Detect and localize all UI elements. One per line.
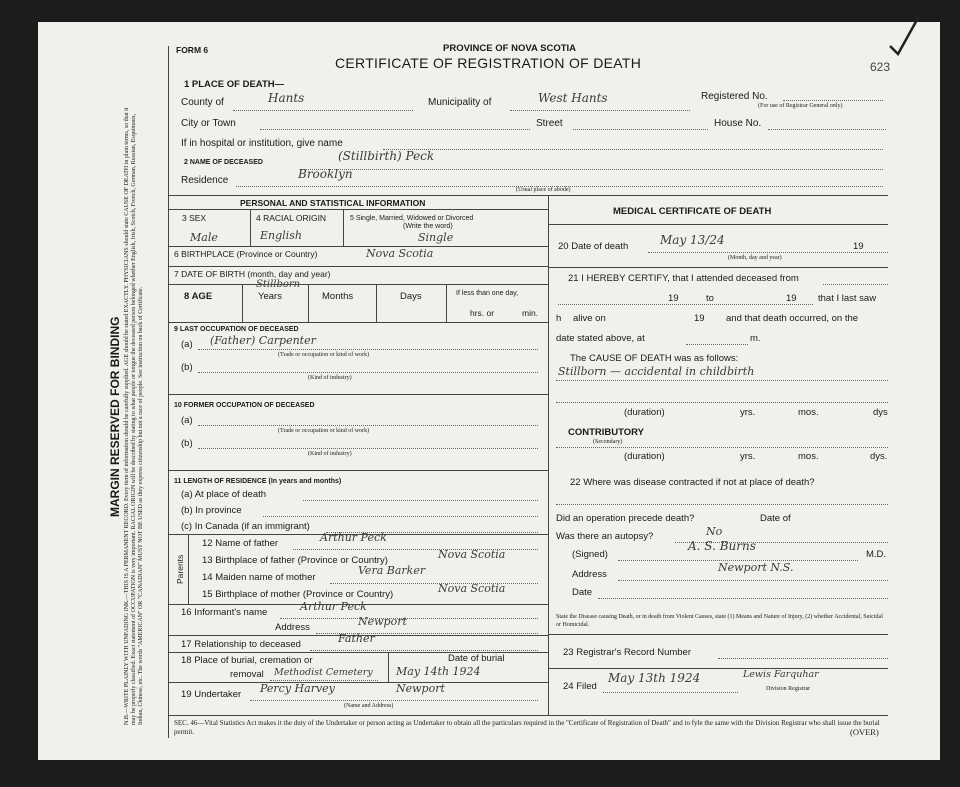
md-label: M.D. <box>866 549 887 560</box>
yrs-label-2: yrs. <box>740 451 756 462</box>
father-birthplace-label: 13 Birthplace of father (Province or Country) <box>202 555 388 566</box>
residence-note: (Usual place of abode) <box>516 187 571 193</box>
certificate-date-label: Date <box>572 587 593 598</box>
birthplace-value: Nova Scotia <box>366 247 434 260</box>
mother-maiden-name-value: Vera Barker <box>358 564 426 577</box>
filed-date-value: May 13th 1924 <box>608 671 701 685</box>
burial-place-value: Methodist Cemetery <box>274 667 373 678</box>
registrar-signature: Lewis Farquhar <box>743 669 819 680</box>
contributory-label: CONTRIBUTORY <box>568 427 644 438</box>
residence-value: Brooklyn <box>298 167 353 181</box>
residence-label: Residence <box>181 175 229 186</box>
last-occupation-a-label: (a) <box>181 339 193 350</box>
length-of-residence-label: 11 LENGTH OF RESIDENCE (In years and months) <box>174 478 342 485</box>
sex-label: 3 SEX <box>182 213 207 223</box>
date-of-death-value: May 13/24 <box>660 233 725 247</box>
former-occupation-label: 10 FORMER OCCUPATION OF DECEASED <box>174 402 315 409</box>
burial-date-value: May 14th 1924 <box>396 665 481 678</box>
death-occurred-label: and that death occurred, on the <box>726 313 859 324</box>
secondary-note: (Secondary) <box>593 439 623 445</box>
sex-value: Male <box>190 231 218 244</box>
informant-address-label: Address <box>275 622 310 633</box>
last-occupation-value: (Father) Carpenter <box>210 334 316 347</box>
dys-label-2: dys. <box>870 451 888 462</box>
date-of-birth-label: 7 DATE OF BIRTH (month, day and year) <box>174 269 331 279</box>
m-label: m. <box>750 333 761 344</box>
age-days-label: Days <box>400 291 422 302</box>
operation-label: Did an operation precede death? <box>556 513 695 524</box>
attended-from-year: 19 <box>668 293 679 304</box>
parents-label: Parents <box>175 554 185 584</box>
burial-date-label: Date of burial <box>448 653 505 664</box>
former-occupation-b-label: (b) <box>181 438 193 449</box>
last-occupation-label: 9 LAST OCCUPATION OF DECEASED <box>174 326 299 333</box>
mos-label-1: mos. <box>798 407 819 418</box>
relationship-value: Father <box>338 632 375 645</box>
registrar-title: Division Registrar <box>766 686 811 692</box>
province-heading: PROVINCE OF NOVA SCOTIA <box>443 43 577 54</box>
cause-of-death-label: The CAUSE OF DEATH was as follows: <box>570 353 739 364</box>
racial-origin-label: 4 RACIAL ORIGIN <box>256 213 327 223</box>
physician-address-label: Address <box>572 569 607 580</box>
trade-note-9: (Trade or occupation or kind of work) <box>278 352 370 358</box>
mos-label-2: mos. <box>798 451 819 462</box>
hospital-label: If in hospital or institution, give name <box>181 138 343 149</box>
city-label: City or Town <box>181 118 236 129</box>
h-label: h <box>556 313 562 324</box>
physician-address-value: Newport N.S. <box>718 561 794 574</box>
physician-signature: A. S. Burns <box>688 539 756 553</box>
min-label: min. <box>522 308 539 318</box>
age-years-label: Years <box>258 291 282 302</box>
mother-birthplace-label: 15 Birthplace of mother (Province or Country) <box>202 589 394 600</box>
informant-label: 16 Informant's name <box>181 607 268 618</box>
undertaker-note: (Name and Address) <box>344 703 394 709</box>
marital-status-note: (Write the word) <box>403 223 453 230</box>
place-of-death-heading: 1 PLACE OF DEATH— <box>184 79 285 90</box>
deceased-name-label: 2 NAME OF DECEASED <box>184 159 263 166</box>
date-of-birth-value <box>256 280 300 290</box>
in-province-label: (b) In province <box>181 505 242 516</box>
county-label: County of <box>181 97 224 108</box>
check-mark-icon <box>886 16 922 56</box>
attended-to-year: 19 <box>786 293 797 304</box>
last-occupation-b-label: (b) <box>181 362 193 373</box>
undertaker-name-value: Percy Harvey <box>260 682 335 695</box>
last-saw-label: that I last saw <box>818 293 877 304</box>
deceased-name-value: (Stillbirth) Peck <box>338 149 435 163</box>
filed-label: 24 Filed <box>563 681 597 692</box>
date-of-death-note: (Month, day and year) <box>728 255 782 261</box>
personal-info-heading: PERSONAL AND STATISTICAL INFORMATION <box>240 198 426 208</box>
medical-certificate-heading: MEDICAL CERTIFICATE OF DEATH <box>613 206 772 217</box>
undertaker-label: 19 Undertaker <box>181 689 242 700</box>
burial-removal-label: removal <box>230 669 264 680</box>
autopsy-label: Was there an autopsy? <box>556 531 654 542</box>
registered-no-label: Registered No. <box>701 91 768 102</box>
burial-label: 18 Place of burial, cremation or <box>181 655 313 666</box>
marital-status-label: 5 Single, Married, Widowed or Divorced <box>350 215 474 222</box>
yrs-label-1: yrs. <box>740 407 756 418</box>
age-label: 8 AGE <box>184 291 213 302</box>
over-label: (OVER) <box>850 727 879 737</box>
dys-label-1: dys <box>873 407 888 418</box>
industry-note-9: (Kind of industry) <box>308 375 352 381</box>
trade-note-10: (Trade or occupation or kind of work) <box>278 428 370 434</box>
county-value: Hants <box>268 91 305 105</box>
birthplace-label: 6 BIRTHPLACE (Province or Country) <box>174 249 318 259</box>
margin-instructions: N.B.—WRITE PLAINLY WITH UNFADING INK.—THIS IS A PERMANENT RECORD. Every item of information should be carefully supplied. AGE should be stated EXACTLY. PHYSICIANS should state CAUSE OF DEATH in plain terms, so that it may be properly classified. Exact statement of OCCUPATION is very important. RACIAL ORIGIN will be described by stating to what people or tongue the deceased person belonged whether English, Irish, Scotch, French, German, Russian, Esquimaux, Indian, Chinese, etc. The words "AMERICAN" OR "CANADIAN" MUST NOT BE USED as they express citizenship but not a race of people. See instruction on back of Certificate. <box>124 107 145 725</box>
house-no-label: House No. <box>714 118 762 129</box>
certificate-title: CERTIFICATE OF REGISTRATION OF DEATH <box>335 55 642 71</box>
duration-label-1: (duration) <box>624 407 665 418</box>
at-place-label: (a) At place of death <box>181 489 267 500</box>
registered-no-note: (For use of Registrar General only) <box>758 103 843 109</box>
age-months-label: Months <box>322 291 354 302</box>
disease-note: State the Disease causing Death, or in death from Violent Causes, state (1) Means and Nature of Injury, (2) whether Accidental, Suicidal or Homicidal. <box>556 614 883 628</box>
serial-number: 623 <box>870 60 891 74</box>
hrs-label: hrs. or <box>470 308 495 318</box>
municipality-label: Municipality of <box>428 97 492 108</box>
duration-label-2: (duration) <box>624 451 665 462</box>
cause-of-death-value: Stillborn — accidental in childbirth <box>558 365 755 378</box>
marital-status-value: Single <box>418 231 454 244</box>
informant-address-value: Newport <box>358 615 407 628</box>
former-occupation-a-label: (a) <box>181 415 193 426</box>
relationship-label: 17 Relationship to deceased <box>181 639 301 650</box>
undertaker-address-value: Newport <box>396 682 445 695</box>
father-name-label: 12 Name of father <box>202 538 279 549</box>
signed-label: (Signed) <box>572 549 608 560</box>
operation-date-label: Date of <box>760 513 791 524</box>
date-of-death-label: 20 Date of death <box>558 241 629 252</box>
attended-to-label: to <box>706 293 714 304</box>
form-number: FORM 6 <box>176 45 209 55</box>
informant-value: Arthur Peck <box>300 600 367 613</box>
father-name-value: Arthur Peck <box>320 531 387 544</box>
mother-maiden-name-label: 14 Maiden name of mother <box>202 572 316 583</box>
in-canada-label: (c) In Canada (if an immigrant) <box>181 521 310 532</box>
autopsy-value: No <box>706 525 723 538</box>
margin-reserved-label: MARGIN RESERVED FOR BINDING <box>108 316 122 517</box>
registrar-record-label: 23 Registrar's Record Number <box>563 647 691 658</box>
racial-origin-value: English <box>260 229 302 242</box>
street-label: Street <box>536 118 563 129</box>
industry-note-10: (Kind of industry) <box>308 451 352 457</box>
father-birthplace-value: Nova Scotia <box>438 548 506 561</box>
date-of-death-year: 19 <box>853 241 864 252</box>
date-above-label: date stated above, at <box>556 333 645 344</box>
certificate-page <box>38 22 940 760</box>
alive-on-label: alive on <box>573 313 606 324</box>
alive-on-year: 19 <box>694 313 705 324</box>
mother-birthplace-value: Nova Scotia <box>438 582 506 595</box>
less-than-day-label: If less than one day, <box>456 290 519 297</box>
disease-contracted-label: 22 Where was disease contracted if not at place of death? <box>570 477 815 488</box>
certify-statement: 21 I HEREBY CERTIFY, that I attended deceased from <box>568 273 799 284</box>
municipality-value: West Hants <box>538 91 608 105</box>
sec46-note: SEC. 46—Vital Statistics Act makes it the duty of the Undertaker or person acting as Undertaker to obtain all the particulars required in the "Certificate of Registration of Death" and to fyle the same with the Division Registrar who shall issue the burial permit. <box>174 719 880 736</box>
